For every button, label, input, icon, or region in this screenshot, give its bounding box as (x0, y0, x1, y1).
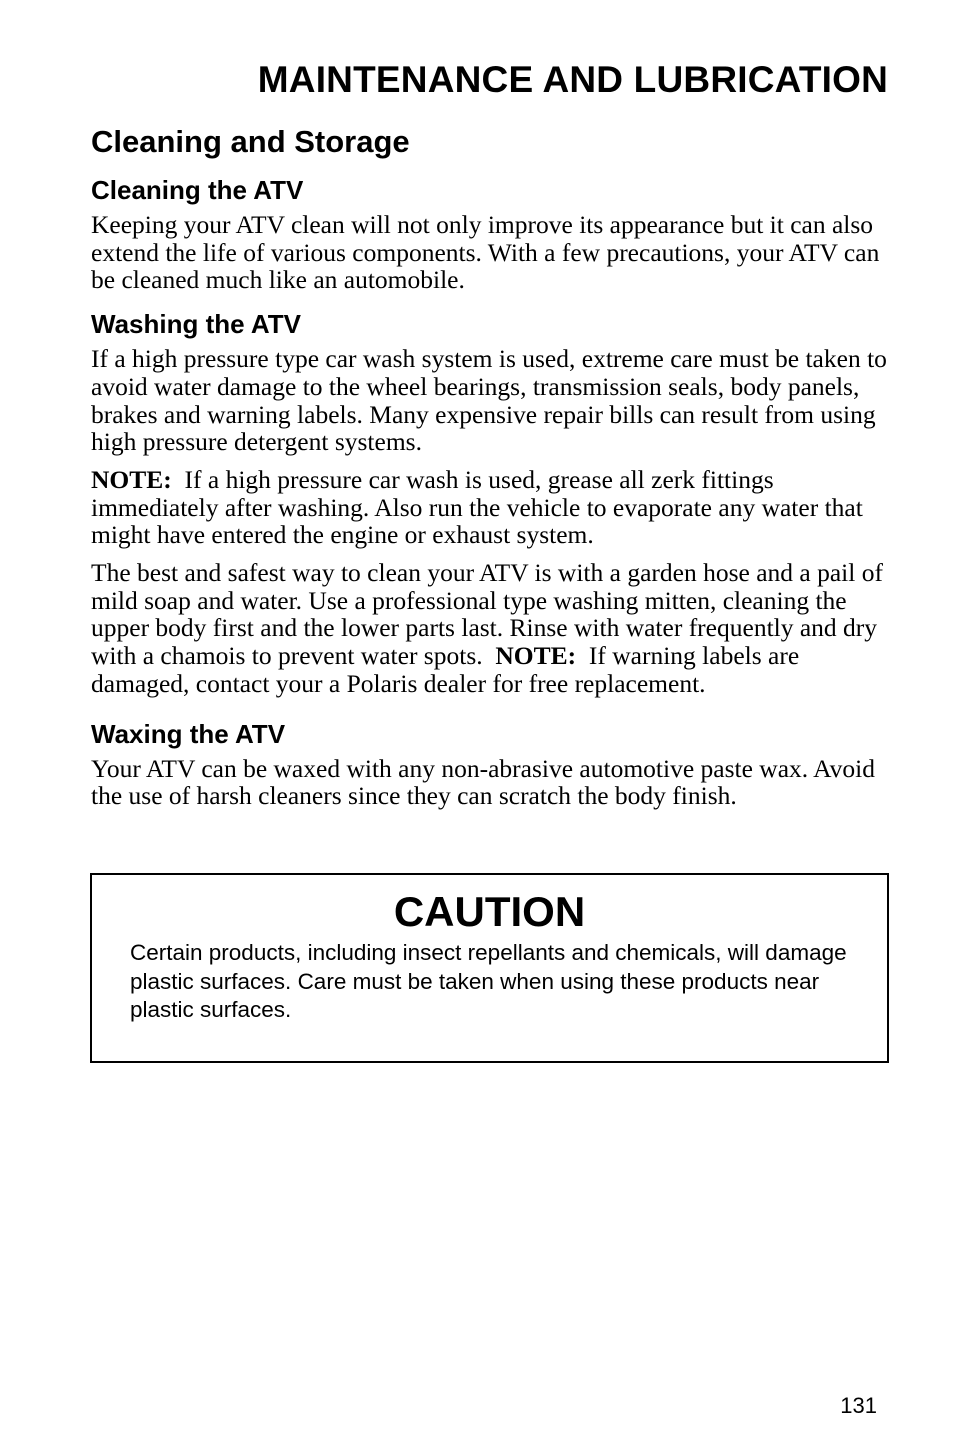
caution-box (90, 873, 889, 1063)
washing-method-text: The best and safest way to clean your ATV is with a garden hose and a pail of mild soap and water. Use a professional type washing mitten, cleaning the upper body first and the lower parts last. Rinse with water frequently and dry with a chamois to prevent water spots. (91, 558, 883, 671)
washing-note-paragraph (91, 466, 891, 549)
section-title: Cleaning and Storage (91, 124, 410, 159)
waxing-heading: Waxing the ATV (91, 718, 286, 749)
caution-text: Certain products, including insect repellants and chemicals, will damage plastic surfaces. Care must be taken when using these products near plastic surfaces. (130, 940, 847, 1022)
spacer (91, 708, 891, 718)
washing-method-paragraph (91, 559, 891, 698)
caution-title: CAUTION (393, 888, 586, 935)
note-label: NOTE: (91, 464, 172, 494)
page-header-title: MAINTENANCE AND LUBRICATION (257, 59, 888, 100)
note-text: If a high pressure car wash is used, grease all zerk fittings immediately after washing. Also run the vehicle to evaporate any water that might have entered the engine or exhaust system. (91, 464, 863, 550)
page-number: 131 (840, 1393, 877, 1418)
waxing-paragraph: Your ATV can be waxed with any non-abrasive automotive paste wax. Avoid the use of harsh cleaners since they can scratch the body finish. (91, 753, 875, 811)
washing-paragraph: If a high pressure type car wash system is used, extreme care must be taken to avoid water damage to the wheel bearings, transmission seals, body panels, brakes and warning labels. Many expensive repair bills can result from using high pressure detergent systems. (91, 344, 887, 457)
cleaning-heading: Cleaning the ATV (91, 175, 304, 205)
cleaning-paragraph: Keeping your ATV clean will not only improve its appearance but it can also extend the life of various components. With a few precautions, your ATV can be cleaned much like an automobile. (91, 210, 880, 295)
main-content (91, 122, 891, 820)
note2-text: If warning labels are damaged, contact your a Polaris dealer for free replacement. (91, 641, 800, 698)
note2-label: NOTE: (495, 641, 577, 671)
washing-heading: Washing the ATV (91, 309, 301, 340)
